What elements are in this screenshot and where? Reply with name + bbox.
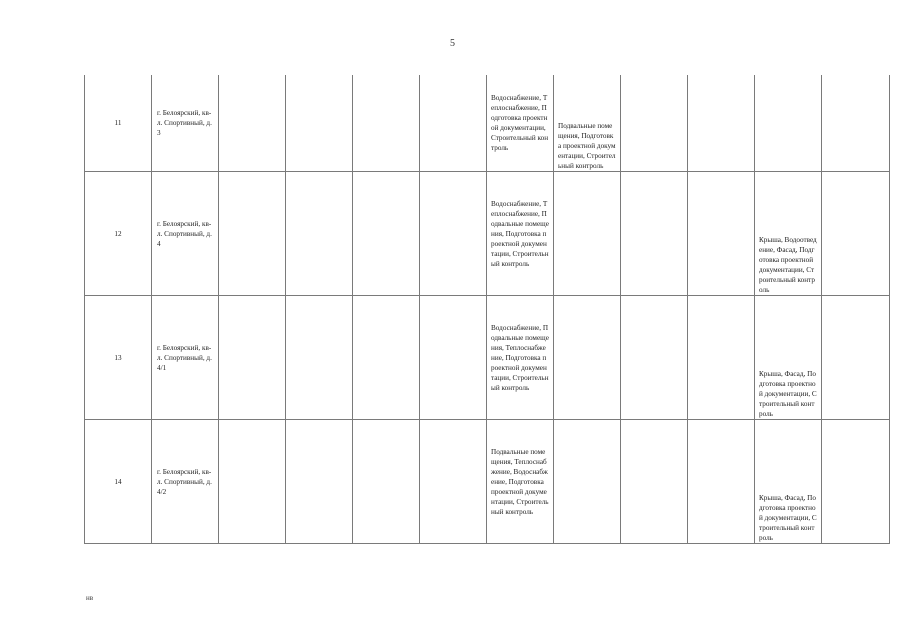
works-cell: Подвальные помещения, Теплоснабжение, Водоснабжение, Подготовка проектной документации, Строительный контроль	[487, 420, 554, 544]
empty-cell	[286, 420, 353, 544]
empty-cell	[688, 296, 755, 420]
table-row	[85, 296, 890, 420]
empty-cell	[755, 75, 822, 172]
address-cell: г. Белоярский, кв-л. Спортивный, д. 4/2	[152, 420, 219, 544]
page-number: 5	[450, 38, 455, 49]
empty-cell	[554, 172, 621, 296]
empty-cell	[219, 172, 286, 296]
empty-cell	[420, 172, 487, 296]
empty-cell	[286, 296, 353, 420]
empty-cell	[688, 75, 755, 172]
empty-cell	[621, 172, 688, 296]
empty-cell	[286, 172, 353, 296]
empty-cell	[822, 172, 890, 296]
empty-cell	[688, 420, 755, 544]
empty-cell	[420, 420, 487, 544]
works-cell: Крыша, Водоотведение, Фасад, Подготовка проектной документации, Строительный контроль	[755, 172, 822, 296]
row-number-cell: 11	[85, 75, 152, 172]
empty-cell	[688, 172, 755, 296]
empty-cell	[286, 75, 353, 172]
row-number-cell: 12	[85, 172, 152, 296]
empty-cell	[420, 75, 487, 172]
works-cell: Водоснабжение, Теплоснабжение, Подвальные помещения, Подготовка проектной документации, Строительный контроль	[487, 172, 554, 296]
empty-cell	[822, 420, 890, 544]
empty-cell	[353, 172, 420, 296]
empty-cell	[621, 296, 688, 420]
footer-mark: нв	[86, 594, 94, 602]
empty-cell	[353, 296, 420, 420]
empty-cell	[554, 420, 621, 544]
empty-cell	[353, 420, 420, 544]
row-number-cell: 13	[85, 296, 152, 420]
empty-cell	[621, 420, 688, 544]
address-cell: г. Белоярский, кв-л. Спортивный, д. 4	[152, 172, 219, 296]
empty-cell	[420, 296, 487, 420]
works-cell: Крыша, Фасад, Подготовка проектной документации, Строительный контроль	[755, 296, 822, 420]
works-cell: Крыша, Фасад, Подготовка проектной документации, Строительный контроль	[755, 420, 822, 544]
empty-cell	[554, 296, 621, 420]
works-cell: Подвальные помещения, Подготовка проектной документации, Строительный контроль	[554, 75, 621, 172]
empty-cell	[822, 75, 890, 172]
works-cell: Водоснабжение, Подвальные помещения, Теплоснабжение, Подготовка проектной документации, Строительный контроль	[487, 296, 554, 420]
table-row	[85, 75, 890, 172]
address-cell: г. Белоярский, кв-л. Спортивный, д. 4/1	[152, 296, 219, 420]
works-cell: Водоснабжение, Теплоснабжение, Подготовка проектной документации, Строительный контроль	[487, 75, 554, 172]
row-number-cell: 14	[85, 420, 152, 544]
empty-cell	[219, 296, 286, 420]
empty-cell	[822, 296, 890, 420]
table-row	[85, 172, 890, 296]
empty-cell	[219, 420, 286, 544]
capital-repair-schedule-table	[84, 75, 890, 544]
empty-cell	[353, 75, 420, 172]
empty-cell	[219, 75, 286, 172]
address-cell: г. Белоярский, кв-л. Спортивный, д. 3	[152, 75, 219, 172]
table-row	[85, 420, 890, 544]
empty-cell	[621, 75, 688, 172]
